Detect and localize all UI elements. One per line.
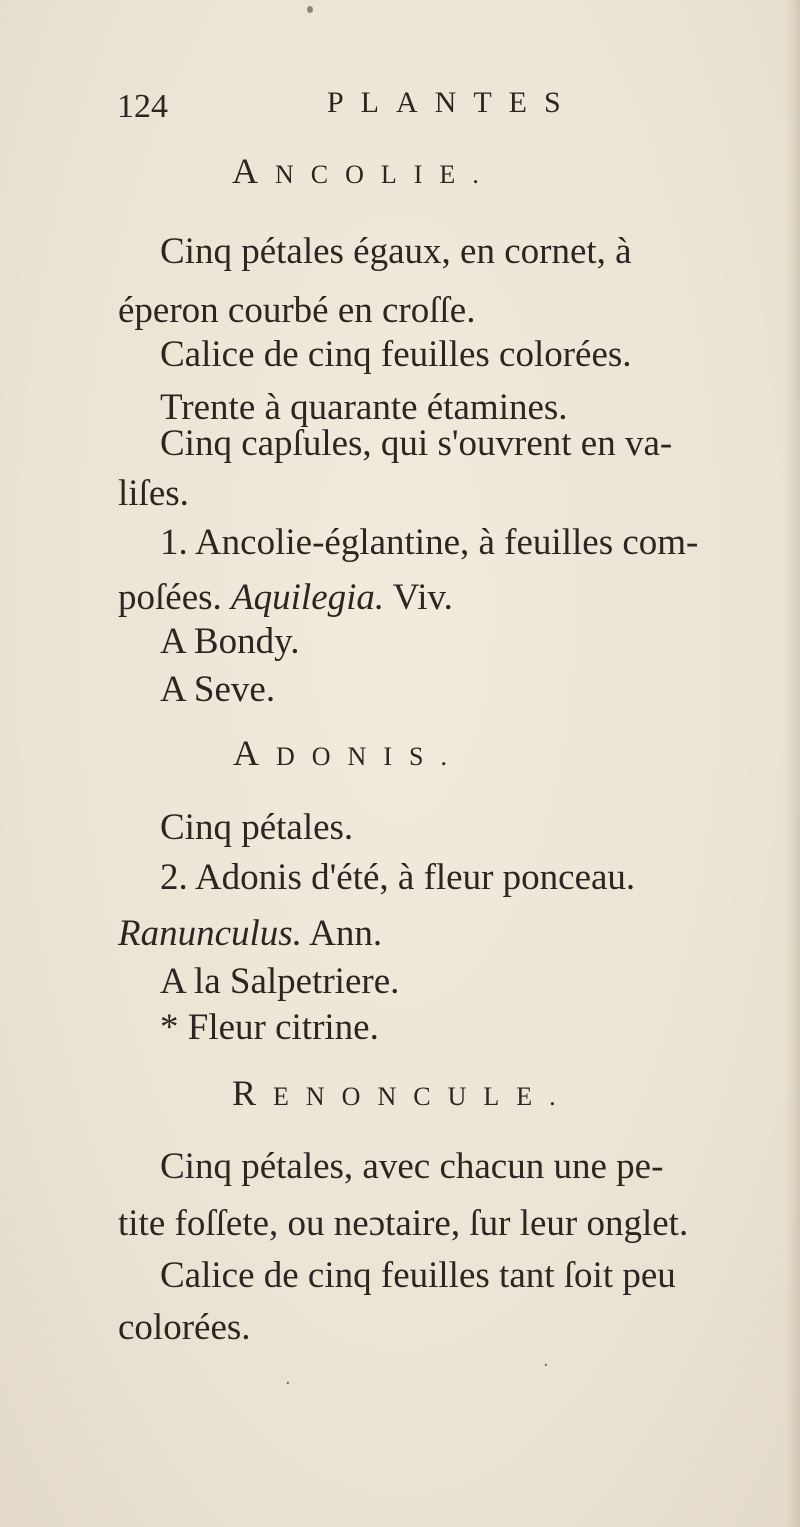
text-line: Trente à quarante étamines.: [160, 387, 568, 428]
text-line: 1. Ancolie-églantine, à feuilles com-: [160, 522, 699, 563]
section-heading-renoncule: [232, 1072, 573, 1114]
variety-note: * Fleur citrine.: [160, 1007, 379, 1048]
locality-line: A la Salpetriere.: [160, 961, 400, 1002]
heading-initial: A: [233, 733, 276, 773]
text-line: éperon courbé en croſſe.: [118, 290, 476, 331]
locality-line: A Seve.: [160, 669, 276, 710]
duration-abbrev: Viv.: [392, 577, 453, 618]
text-line: Cinq pétales, avec chacun une pe-: [160, 1146, 664, 1187]
text-line: colorées.: [118, 1307, 251, 1348]
text-line: tite foſſete, ou neɔtaire, ſur leur onglet.: [118, 1203, 689, 1244]
text-line: Calice de cinq feuilles colorées.: [160, 334, 632, 375]
latin-genus: Aquilegia.: [231, 577, 385, 618]
locality-line: A Bondy.: [160, 621, 300, 662]
text-line: Cinq pétales égaux, en cornet, à: [160, 231, 632, 272]
ink-smudge: .: [285, 1368, 291, 1389]
page-edge-shadow: [786, 0, 800, 1527]
ink-smudge: .: [543, 1350, 549, 1371]
text-line: Cinq capſules, qui s'ouvrent en va-: [160, 423, 673, 464]
text-line: 2. Adonis d'été, à fleur ponceau.: [160, 857, 636, 898]
text-line: liſes.: [118, 473, 189, 514]
heading-rest: DONIS.: [276, 742, 464, 771]
duration-abbrev: Ann.: [309, 913, 383, 954]
text-line: Cinq pétales.: [160, 807, 354, 848]
running-title: PLANTES: [327, 86, 578, 119]
heading-rest: ENONCULE.: [273, 1082, 573, 1111]
text-line: [118, 912, 382, 956]
text-fragment: poſées.: [118, 577, 222, 618]
section-heading-adonis: [233, 732, 464, 774]
ink-dot: [307, 6, 313, 13]
heading-initial: R: [232, 1073, 274, 1113]
text-line: [118, 576, 453, 620]
page-number: 124: [117, 88, 168, 125]
heading-rest: NCOLIE.: [275, 160, 496, 189]
section-heading-ancolie: [232, 150, 496, 192]
text-line: Calice de cinq feuilles tant ſoit peu: [160, 1255, 676, 1296]
latin-genus: Ranunculus.: [118, 913, 302, 954]
heading-initial: A: [232, 151, 275, 191]
